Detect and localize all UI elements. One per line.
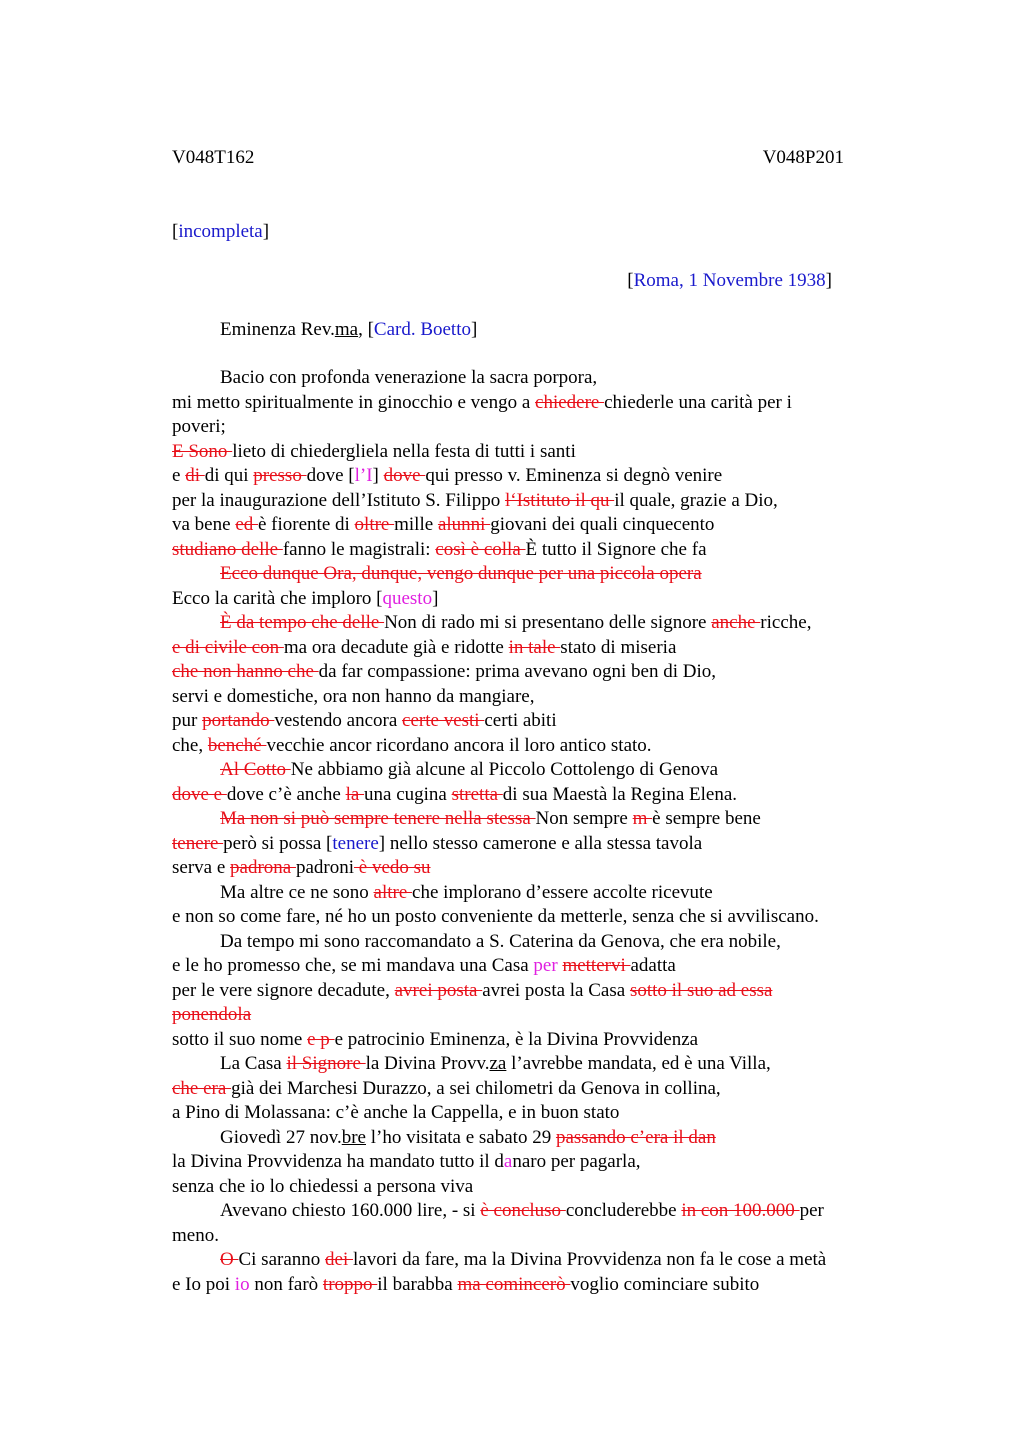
bracket-close: ]: [471, 319, 478, 340]
text-segment: di qui: [204, 465, 254, 486]
text-line: [172, 440, 892, 465]
status-note: [172, 220, 269, 244]
text-segment: la Divina Provvidenza ha mandato tutto il d: [172, 1151, 504, 1172]
deleted-text: ed: [235, 514, 258, 535]
deleted-text: portando: [202, 710, 275, 731]
text-segment: l’ho visitata e sabato 29: [366, 1126, 556, 1148]
date-label: Roma, 1 Novembre 1938: [633, 270, 826, 291]
status-label: incompleta: [178, 221, 263, 242]
text-line: [172, 464, 892, 489]
text-segment: il quale, grazie a Dio,: [614, 489, 778, 511]
deleted-text: presso: [253, 465, 307, 486]
text-segment: il barabba: [377, 1273, 458, 1295]
deleted-text: studiano delle: [172, 538, 283, 560]
editor-note: tenere: [332, 832, 379, 854]
text-segment: lavori da fare, ma la Divina Provvidenza non fa le cose a metà: [353, 1249, 827, 1270]
text-segment: Avevano chiesto 160.000 lire, - si: [220, 1200, 481, 1221]
deleted-text: e p: [307, 1028, 335, 1050]
text-segment: ]: [432, 587, 439, 609]
text-segment: dove c’è anche: [226, 783, 346, 805]
deleted-text: è vedo su: [354, 857, 431, 878]
text-line: [172, 1126, 892, 1151]
deleted-text: troppo: [322, 1273, 378, 1295]
deleted-text: il Signore: [286, 1053, 366, 1074]
text-segment: naro per pagarla,: [512, 1151, 641, 1172]
deleted-text: e di civile con: [172, 636, 284, 658]
text-segment: chiederle una carità per i: [604, 391, 792, 413]
text-segment: dove [: [306, 465, 355, 486]
text-segment: giovani dei quali cinquecento: [490, 514, 715, 535]
text-line: [172, 391, 892, 416]
text-segment: La Casa: [220, 1053, 287, 1074]
deleted-text: chiedere: [535, 391, 605, 413]
text-line: [172, 881, 892, 906]
text-segment: è sempre bene: [652, 808, 761, 829]
text-line: [172, 905, 892, 930]
text-line: [172, 979, 892, 1004]
bracket-close: ]: [825, 270, 832, 291]
editor-insertion: questo: [382, 587, 433, 609]
text-line: [172, 856, 892, 881]
deleted-text: avrei posta: [394, 979, 483, 1001]
salutation-abbr: ma: [334, 319, 359, 340]
text-segment: ma ora decadute già e ridotte: [283, 636, 509, 658]
deleted-text: ponendola: [172, 1004, 252, 1025]
deleted-text: dove e: [172, 783, 227, 805]
text-segment: mille: [394, 514, 438, 535]
text-line: [172, 1248, 892, 1273]
text-line: [172, 513, 892, 538]
deleted-text: altre: [373, 881, 413, 903]
editor-insertion: a: [503, 1151, 513, 1172]
deleted-text: in con 100.000: [681, 1200, 800, 1221]
text-line: [172, 685, 892, 710]
deleted-text: dove: [383, 465, 426, 486]
salutation: [220, 318, 477, 342]
deleted-text: oltre: [354, 514, 395, 535]
deleted-text: ma comincerò: [457, 1273, 571, 1295]
text-line: [172, 1077, 892, 1102]
text-segment: senza che io lo chiedessi a persona viva: [172, 1175, 474, 1197]
text-segment: Ma altre ce ne sono: [220, 881, 374, 903]
text-segment: Ne abbiamo già alcune al Piccolo Cottolengo di Genova: [290, 759, 719, 780]
text-segment: che implorano d’essere accolte ricevute: [412, 881, 713, 903]
bracket-close: ]: [262, 221, 270, 242]
editor-insertion: io: [234, 1273, 250, 1295]
text-line: [172, 660, 892, 685]
text-segment: da far compassione: prima avevano ogni ben di Dio,: [318, 661, 716, 682]
deleted-text: m: [632, 808, 653, 829]
text-segment: Ci saranno: [238, 1249, 326, 1270]
deleted-text: certe vesti: [402, 710, 485, 731]
text-segment: per le vere signore decadute,: [172, 979, 395, 1001]
text-line: [172, 538, 892, 563]
text-line: [172, 709, 892, 734]
text-segment: che,: [172, 734, 208, 756]
text-line: [172, 489, 892, 514]
text-segment: lieto di chiedergliela nella festa di tutti i santi: [232, 440, 576, 462]
text-segment: una cugina: [364, 783, 452, 805]
text-segment: ]: [372, 465, 384, 486]
abbreviation: za: [489, 1053, 507, 1074]
text-segment: Giovedì 27 nov.: [220, 1126, 342, 1148]
text-line: [172, 636, 892, 661]
salutation-sep: , [: [358, 319, 374, 340]
text-segment: mi metto spiritualmente in ginocchio e vengo a: [172, 391, 536, 413]
text-segment: non farò: [249, 1273, 323, 1295]
text-line: [172, 562, 892, 587]
text-segment: ] nello stesso camerone e alla stessa tavola: [378, 832, 703, 854]
text-segment: adatta: [630, 955, 676, 976]
text-segment: già dei Marchesi Durazzo, a sei chilometri da Genova in collina,: [231, 1077, 721, 1099]
text-line: [172, 587, 892, 612]
text-segment: la Divina Provv.: [365, 1053, 490, 1074]
deleted-text: È da tempo che delle: [220, 612, 385, 633]
text-segment: meno.: [172, 1224, 219, 1246]
text-segment: certi abiti: [484, 710, 557, 731]
text-segment: Ecco la carità che imploro [: [172, 587, 383, 609]
editor-insertion: per: [533, 955, 558, 976]
deleted-text: così è colla: [435, 538, 526, 560]
text-line: [172, 415, 892, 440]
text-line: [172, 1175, 892, 1200]
text-line: [172, 366, 892, 391]
text-segment: Non sempre: [535, 808, 633, 829]
deleted-text: l‘Istituto il qu: [504, 489, 615, 511]
salutation-text: Eminenza Rev.: [220, 319, 335, 340]
deleted-text: padrona: [230, 857, 296, 878]
document-code-right: V048P201: [762, 147, 844, 168]
deleted-text: di: [185, 465, 205, 486]
deleted-text: la: [345, 783, 365, 805]
deleted-text: che era: [172, 1077, 232, 1099]
text-segment: a Pino di Molassana: c’è anche la Cappella, e in buon stato: [172, 1102, 620, 1123]
deleted-text: tenere: [172, 832, 224, 854]
bracket-open: [: [627, 270, 634, 291]
text-segment: Bacio con profonda venerazione la sacra porpora,: [220, 367, 598, 388]
text-segment: pur: [172, 710, 203, 731]
text-line: [172, 807, 892, 832]
text-segment: di sua Maestà la Regina Elena.: [502, 783, 738, 805]
text-segment: stato di miseria: [560, 636, 677, 658]
text-segment: vecchie ancor ricordano ancora il loro antico stato.: [266, 734, 652, 756]
text-segment: ricche,: [760, 612, 812, 633]
text-segment: è fiorente di: [258, 514, 355, 535]
text-segment: servi e domestiche, ora non hanno da mangiare,: [172, 685, 535, 707]
text-segment: Non di rado mi si presentano delle signore: [384, 612, 712, 633]
text-line: [172, 1273, 892, 1298]
deleted-text: anche: [711, 612, 761, 633]
editor-insertion: l’I: [354, 465, 373, 486]
bracket-open: [: [172, 221, 179, 242]
deleted-text: alunni: [437, 514, 491, 535]
text-line: [172, 1199, 892, 1224]
text-line: [172, 954, 892, 979]
text-line: [172, 1150, 892, 1175]
text-segment: padroni: [295, 857, 355, 878]
text-segment: serva e: [172, 857, 231, 878]
deleted-text: che non hanno che: [172, 661, 319, 682]
text-line: [172, 1003, 892, 1028]
deleted-text: O: [220, 1249, 239, 1270]
text-segment: e non so come fare, né ho un posto conveniente da metterle, senza che si avviliscano.: [172, 906, 819, 927]
text-segment: per la inaugurazione dell’Istituto S. Filippo: [172, 489, 505, 511]
deleted-text: sotto il suo ad essa: [629, 979, 773, 1001]
deleted-text: è concluso: [480, 1200, 566, 1221]
deleted-text: mettervi: [562, 955, 631, 976]
text-line: [172, 832, 892, 857]
text-segment: e: [172, 465, 186, 486]
deleted-text: Ecco dunque Ora, dunque, vengo dunque per una piccola opera: [220, 563, 702, 584]
deleted-text: stretta: [451, 783, 503, 805]
deleted-text: Al Cotto: [220, 759, 291, 780]
deleted-text: dei: [325, 1249, 353, 1270]
text-line: [172, 1101, 892, 1126]
text-line: [172, 1224, 892, 1249]
text-line: [172, 930, 892, 955]
abbreviation: bre: [341, 1126, 366, 1148]
text-segment: avrei posta la Casa: [482, 979, 630, 1001]
text-segment: qui presso v. Eminenza si degnò venire: [425, 465, 723, 486]
text-segment: vestendo ancora: [274, 710, 403, 731]
deleted-text: in tale: [508, 636, 561, 658]
text-segment: e le ho promesso che, se mi mandava una Casa: [172, 955, 534, 976]
deleted-text: benché: [207, 734, 267, 756]
text-segment: per: [799, 1200, 824, 1221]
text-segment: Da tempo mi sono raccomandato a S. Caterina da Genova, che era nobile,: [220, 930, 781, 952]
text-segment: e Io poi: [172, 1273, 235, 1295]
text-line: [172, 1028, 892, 1053]
text-segment: concluderebbe: [565, 1200, 682, 1221]
text-segment: sotto il suo nome: [172, 1028, 308, 1050]
text-line: [172, 783, 892, 808]
deleted-text: E Sono: [172, 440, 233, 462]
text-line: [172, 1052, 892, 1077]
text-segment: poveri;: [172, 416, 226, 437]
text-line: [172, 611, 892, 636]
text-segment: e patrocinio Eminenza, è la Divina Provvidenza: [334, 1028, 699, 1050]
document-code-left: V048T162: [172, 147, 255, 168]
deleted-text: passando c’era il dan: [555, 1126, 716, 1148]
date-line: [627, 269, 832, 293]
deleted-text: Ma non si può sempre tenere nella stessa: [220, 808, 536, 829]
text-segment: voglio cominciare subito: [570, 1273, 760, 1295]
text-segment: È tutto il Signore che fa: [525, 538, 707, 560]
text-line: [172, 758, 892, 783]
text-line: [172, 734, 892, 759]
text-segment: però si possa [: [223, 832, 333, 854]
letter-body: [172, 366, 892, 1297]
recipient-name: Card. Boetto: [373, 319, 471, 340]
text-segment: fanno le magistrali:: [282, 538, 436, 560]
text-segment: l’avrebbe mandata, ed è una Villa,: [506, 1053, 771, 1074]
text-segment: va bene: [172, 514, 236, 535]
